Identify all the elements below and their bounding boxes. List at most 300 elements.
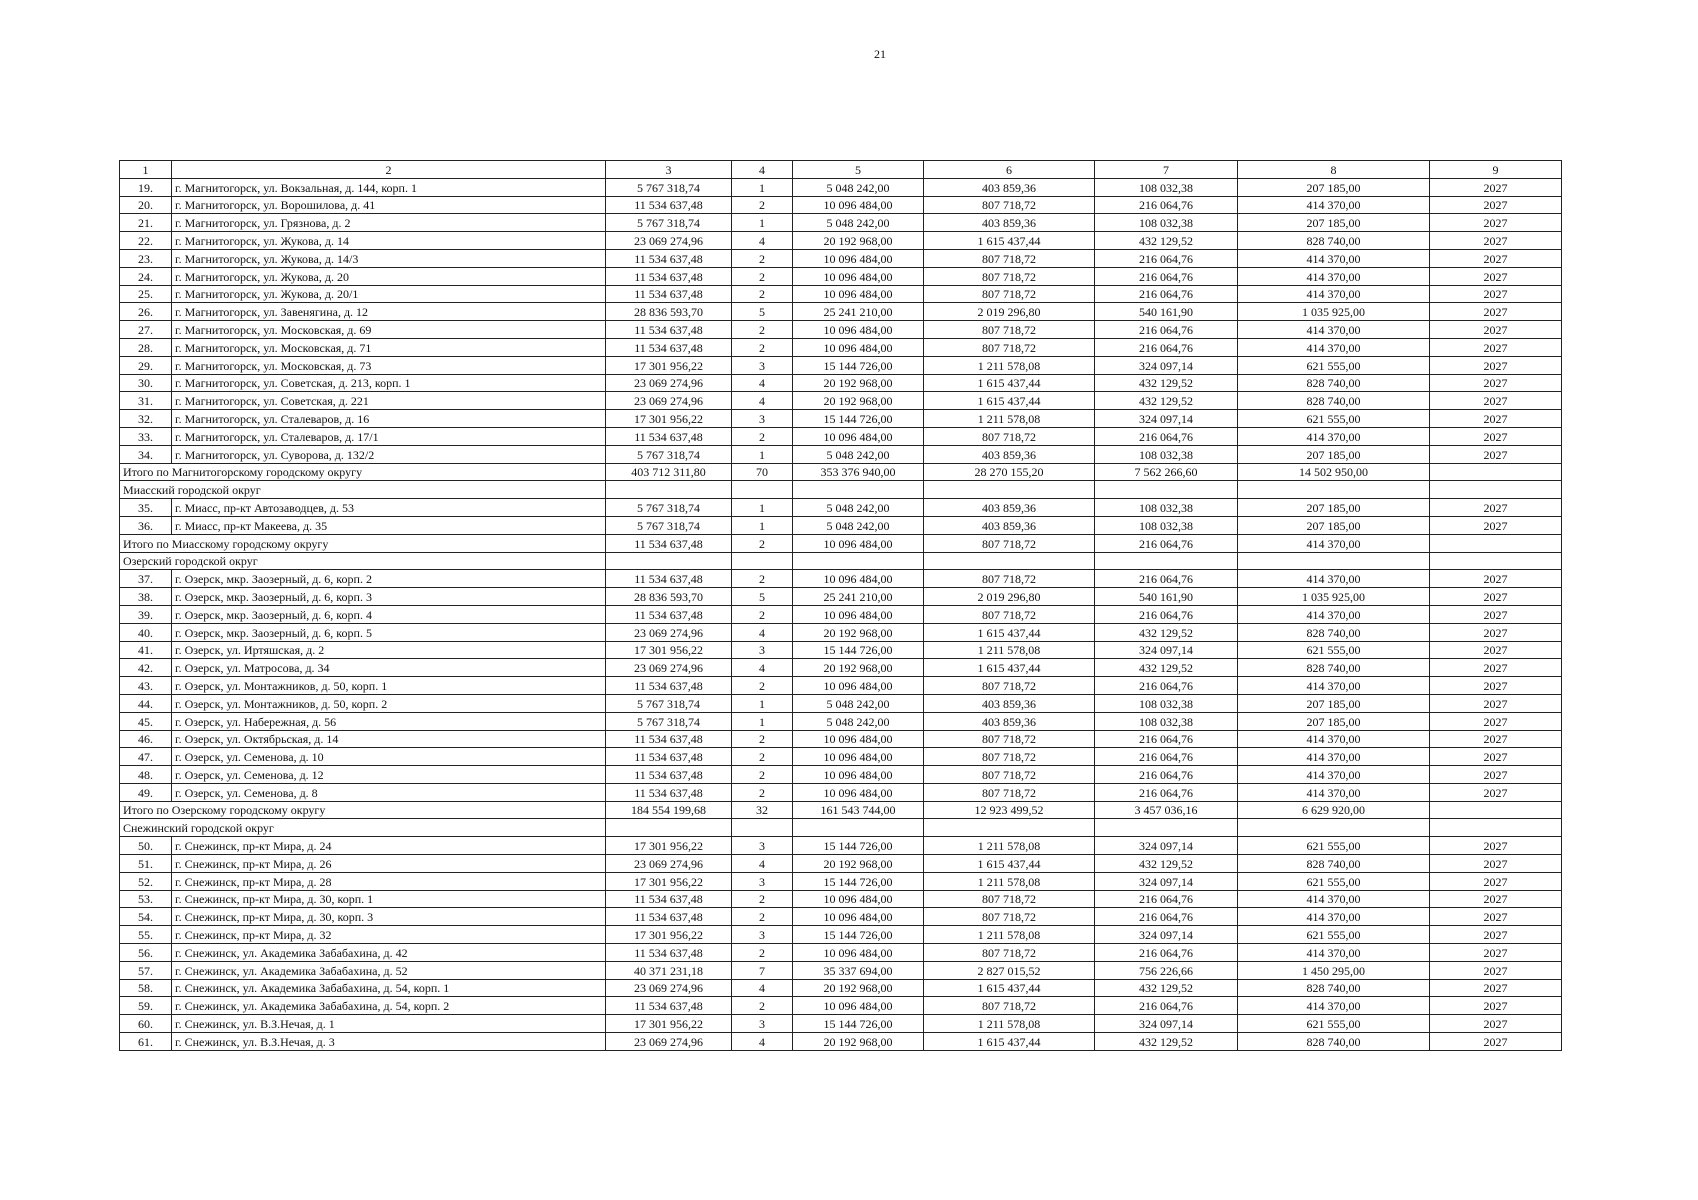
- value-cell-5: 10 096 484,00: [793, 944, 924, 962]
- column-header: 4: [732, 161, 793, 179]
- table-row: [120, 677, 1562, 695]
- value-cell-6: 807 718,72: [924, 748, 1095, 766]
- value-cell-6: 2 019 296,80: [924, 303, 1095, 321]
- row-number: 52.: [120, 872, 172, 890]
- value-cell-7: 216 064,76: [1095, 944, 1238, 962]
- value-cell-6: 1 615 437,44: [924, 623, 1095, 641]
- value-cell-6: 807 718,72: [924, 677, 1095, 695]
- value-cell-9: 2027: [1430, 605, 1562, 623]
- total-value-cell-9: [1430, 801, 1562, 819]
- row-number: 51.: [120, 855, 172, 873]
- table-row: [120, 855, 1562, 873]
- total-value-cell-9: [1430, 463, 1562, 481]
- row-number: 58.: [120, 979, 172, 997]
- value-cell-6: 807 718,72: [924, 338, 1095, 356]
- value-cell-9: 2027: [1430, 214, 1562, 232]
- value-cell-4: 2: [732, 677, 793, 695]
- value-cell-6: 403 859,36: [924, 499, 1095, 517]
- value-cell-7: 216 064,76: [1095, 267, 1238, 285]
- value-cell-8: 828 740,00: [1238, 979, 1430, 997]
- address-cell: г. Озерск, ул. Семенова, д. 8: [172, 783, 606, 801]
- value-cell-5: 20 192 968,00: [793, 623, 924, 641]
- section-label: Миасский городской округ: [120, 481, 606, 499]
- value-cell-9: 2027: [1430, 766, 1562, 784]
- value-cell-5: 10 096 484,00: [793, 766, 924, 784]
- value-cell-5: 10 096 484,00: [793, 570, 924, 588]
- value-cell-9: 2027: [1430, 374, 1562, 392]
- value-cell-9: 2027: [1430, 178, 1562, 196]
- row-number: 53.: [120, 890, 172, 908]
- value-cell-4: 2: [732, 570, 793, 588]
- value-cell-6: 807 718,72: [924, 997, 1095, 1015]
- value-cell-5: 10 096 484,00: [793, 748, 924, 766]
- address-cell: г. Озерск, мкр. Заозерный, д. 6, корп. 4: [172, 605, 606, 623]
- value-cell-7: 432 129,52: [1095, 979, 1238, 997]
- value-cell-9: 2027: [1430, 499, 1562, 517]
- value-cell-5: 10 096 484,00: [793, 267, 924, 285]
- value-cell-5: 20 192 968,00: [793, 1033, 924, 1051]
- row-number: 50.: [120, 837, 172, 855]
- value-cell-7: 216 064,76: [1095, 570, 1238, 588]
- column-header: 7: [1095, 161, 1238, 179]
- table-row: [120, 605, 1562, 623]
- value-cell-7: 324 097,14: [1095, 1015, 1238, 1033]
- table-row: [120, 1015, 1562, 1033]
- value-cell-3: 23 069 274,96: [606, 979, 732, 997]
- table-row: [120, 214, 1562, 232]
- empty-cell: [732, 552, 793, 570]
- table-row: [120, 249, 1562, 267]
- value-cell-4: 5: [732, 303, 793, 321]
- value-cell-7: 216 064,76: [1095, 997, 1238, 1015]
- address-cell: г. Миасс, пр-кт Автозаводцев, д. 53: [172, 499, 606, 517]
- value-cell-8: 414 370,00: [1238, 783, 1430, 801]
- value-cell-6: 403 859,36: [924, 214, 1095, 232]
- value-cell-8: 414 370,00: [1238, 766, 1430, 784]
- address-cell: г. Снежинск, пр-кт Мира, д. 32: [172, 926, 606, 944]
- row-number: 54.: [120, 908, 172, 926]
- row-number: 33.: [120, 427, 172, 445]
- value-cell-7: 216 064,76: [1095, 196, 1238, 214]
- table-row: [120, 694, 1562, 712]
- table-row: [120, 766, 1562, 784]
- value-cell-3: 11 534 637,48: [606, 766, 732, 784]
- value-cell-7: 216 064,76: [1095, 748, 1238, 766]
- column-header: 5: [793, 161, 924, 179]
- value-cell-3: 11 534 637,48: [606, 427, 732, 445]
- value-cell-8: 414 370,00: [1238, 196, 1430, 214]
- value-cell-4: 7: [732, 961, 793, 979]
- row-number: 37.: [120, 570, 172, 588]
- row-number: 26.: [120, 303, 172, 321]
- value-cell-3: 23 069 274,96: [606, 623, 732, 641]
- value-cell-9: 2027: [1430, 427, 1562, 445]
- value-cell-6: 807 718,72: [924, 285, 1095, 303]
- value-cell-8: 828 740,00: [1238, 855, 1430, 873]
- empty-cell: [793, 552, 924, 570]
- value-cell-9: 2027: [1430, 837, 1562, 855]
- value-cell-6: 1 615 437,44: [924, 392, 1095, 410]
- value-cell-7: 216 064,76: [1095, 321, 1238, 339]
- value-cell-6: 1 615 437,44: [924, 855, 1095, 873]
- section-label: Озерский городской округ: [120, 552, 606, 570]
- row-number: 23.: [120, 249, 172, 267]
- address-cell: г. Магнитогорск, ул. Жукова, д. 20/1: [172, 285, 606, 303]
- address-cell: г. Снежинск, пр-кт Мира, д. 28: [172, 872, 606, 890]
- address-cell: г. Магнитогорск, ул. Сталеваров, д. 16: [172, 410, 606, 428]
- column-header: 2: [172, 161, 606, 179]
- value-cell-5: 15 144 726,00: [793, 872, 924, 890]
- value-cell-5: 10 096 484,00: [793, 997, 924, 1015]
- row-number: 38.: [120, 588, 172, 606]
- page-number: 21: [874, 47, 886, 61]
- row-number: 44.: [120, 694, 172, 712]
- row-number: 60.: [120, 1015, 172, 1033]
- value-cell-5: 10 096 484,00: [793, 730, 924, 748]
- row-number: 46.: [120, 730, 172, 748]
- address-cell: г. Озерск, ул. Набережная, д. 56: [172, 712, 606, 730]
- value-cell-8: 207 185,00: [1238, 214, 1430, 232]
- value-cell-7: 108 032,38: [1095, 214, 1238, 232]
- value-cell-7: 108 032,38: [1095, 516, 1238, 534]
- value-cell-6: 1 211 578,08: [924, 926, 1095, 944]
- value-cell-3: 5 767 318,74: [606, 445, 732, 463]
- empty-cell: [924, 552, 1095, 570]
- value-cell-9: 2027: [1430, 855, 1562, 873]
- value-cell-3: 5 767 318,74: [606, 214, 732, 232]
- value-cell-5: 20 192 968,00: [793, 659, 924, 677]
- value-cell-9: 2027: [1430, 267, 1562, 285]
- table-row: [120, 445, 1562, 463]
- total-value-cell-5: 353 376 940,00: [793, 463, 924, 481]
- value-cell-9: 2027: [1430, 410, 1562, 428]
- value-cell-3: 11 534 637,48: [606, 997, 732, 1015]
- value-cell-4: 2: [732, 890, 793, 908]
- value-cell-7: 432 129,52: [1095, 623, 1238, 641]
- value-cell-8: 828 740,00: [1238, 659, 1430, 677]
- value-cell-9: 2027: [1430, 890, 1562, 908]
- value-cell-9: 2027: [1430, 659, 1562, 677]
- value-cell-9: 2027: [1430, 783, 1562, 801]
- total-value-cell-4: 32: [732, 801, 793, 819]
- value-cell-8: 414 370,00: [1238, 267, 1430, 285]
- value-cell-9: 2027: [1430, 570, 1562, 588]
- table-row: [120, 783, 1562, 801]
- value-cell-7: 108 032,38: [1095, 694, 1238, 712]
- table-row: [120, 196, 1562, 214]
- value-cell-6: 807 718,72: [924, 267, 1095, 285]
- value-cell-9: 2027: [1430, 1015, 1562, 1033]
- value-cell-7: 324 097,14: [1095, 872, 1238, 890]
- value-cell-4: 2: [732, 766, 793, 784]
- table-row: [120, 944, 1562, 962]
- value-cell-8: 414 370,00: [1238, 338, 1430, 356]
- value-cell-5: 10 096 484,00: [793, 321, 924, 339]
- row-number: 21.: [120, 214, 172, 232]
- value-cell-7: 324 097,14: [1095, 356, 1238, 374]
- value-cell-4: 4: [732, 1033, 793, 1051]
- value-cell-5: 5 048 242,00: [793, 214, 924, 232]
- table-row: [120, 872, 1562, 890]
- value-cell-6: 807 718,72: [924, 890, 1095, 908]
- value-cell-5: 10 096 484,00: [793, 285, 924, 303]
- value-cell-3: 11 534 637,48: [606, 677, 732, 695]
- total-value-cell-8: 6 629 920,00: [1238, 801, 1430, 819]
- value-cell-4: 1: [732, 445, 793, 463]
- value-cell-5: 10 096 484,00: [793, 196, 924, 214]
- value-cell-9: 2027: [1430, 516, 1562, 534]
- value-cell-3: 23 069 274,96: [606, 232, 732, 250]
- value-cell-4: 2: [732, 249, 793, 267]
- table-row: [120, 730, 1562, 748]
- address-cell: г. Озерск, ул. Монтажников, д. 50, корп. 1: [172, 677, 606, 695]
- table-row: [120, 623, 1562, 641]
- value-cell-3: 28 836 593,70: [606, 303, 732, 321]
- value-cell-5: 15 144 726,00: [793, 1015, 924, 1033]
- value-cell-4: 2: [732, 997, 793, 1015]
- value-cell-6: 403 859,36: [924, 178, 1095, 196]
- value-cell-6: 1 615 437,44: [924, 979, 1095, 997]
- row-number: 57.: [120, 961, 172, 979]
- value-cell-9: 2027: [1430, 232, 1562, 250]
- value-cell-5: 5 048 242,00: [793, 445, 924, 463]
- total-value-cell-6: 12 923 499,52: [924, 801, 1095, 819]
- value-cell-7: 108 032,38: [1095, 178, 1238, 196]
- value-cell-6: 807 718,72: [924, 730, 1095, 748]
- table-row: [120, 374, 1562, 392]
- value-cell-7: 216 064,76: [1095, 427, 1238, 445]
- row-number: 35.: [120, 499, 172, 517]
- value-cell-9: 2027: [1430, 338, 1562, 356]
- row-number: 49.: [120, 783, 172, 801]
- column-header: 1: [120, 161, 172, 179]
- value-cell-5: 5 048 242,00: [793, 516, 924, 534]
- table-row: [120, 748, 1562, 766]
- value-cell-8: 414 370,00: [1238, 730, 1430, 748]
- value-cell-7: 108 032,38: [1095, 712, 1238, 730]
- value-cell-8: 828 740,00: [1238, 232, 1430, 250]
- value-cell-9: 2027: [1430, 961, 1562, 979]
- value-cell-4: 5: [732, 588, 793, 606]
- value-cell-3: 11 534 637,48: [606, 338, 732, 356]
- value-cell-9: 2027: [1430, 748, 1562, 766]
- value-cell-6: 1 615 437,44: [924, 659, 1095, 677]
- empty-cell: [606, 819, 732, 837]
- total-value-cell-8: 14 502 950,00: [1238, 463, 1430, 481]
- value-cell-8: 621 555,00: [1238, 410, 1430, 428]
- value-cell-3: 11 534 637,48: [606, 321, 732, 339]
- value-cell-5: 20 192 968,00: [793, 855, 924, 873]
- table-row: [120, 979, 1562, 997]
- value-cell-8: 207 185,00: [1238, 499, 1430, 517]
- value-cell-7: 432 129,52: [1095, 855, 1238, 873]
- value-cell-4: 4: [732, 232, 793, 250]
- value-cell-5: 10 096 484,00: [793, 677, 924, 695]
- total-label: Итого по Миасскому городскому округу: [120, 534, 606, 552]
- address-cell: г. Снежинск, пр-кт Мира, д. 24: [172, 837, 606, 855]
- data-table: [119, 160, 1562, 1051]
- value-cell-9: 2027: [1430, 285, 1562, 303]
- row-number: 59.: [120, 997, 172, 1015]
- empty-cell: [1430, 552, 1562, 570]
- value-cell-5: 25 241 210,00: [793, 303, 924, 321]
- value-cell-9: 2027: [1430, 1033, 1562, 1051]
- value-cell-6: 807 718,72: [924, 249, 1095, 267]
- value-cell-4: 3: [732, 641, 793, 659]
- value-cell-8: 621 555,00: [1238, 926, 1430, 944]
- table-row: [120, 321, 1562, 339]
- value-cell-9: 2027: [1430, 694, 1562, 712]
- address-cell: г. Снежинск, ул. В.З.Нечая, д. 3: [172, 1033, 606, 1051]
- value-cell-5: 10 096 484,00: [793, 908, 924, 926]
- value-cell-3: 5 767 318,74: [606, 178, 732, 196]
- total-value-cell-8: 414 370,00: [1238, 534, 1430, 552]
- value-cell-3: 11 534 637,48: [606, 908, 732, 926]
- address-cell: г. Магнитогорск, ул. Грязнова, д. 2: [172, 214, 606, 232]
- row-number: 45.: [120, 712, 172, 730]
- address-cell: г. Озерск, ул. Монтажников, д. 50, корп. 2: [172, 694, 606, 712]
- value-cell-4: 2: [732, 730, 793, 748]
- table-row: [120, 499, 1562, 517]
- address-cell: г. Магнитогорск, ул. Жукова, д. 14: [172, 232, 606, 250]
- value-cell-5: 20 192 968,00: [793, 979, 924, 997]
- value-cell-3: 17 301 956,22: [606, 926, 732, 944]
- row-number: 20.: [120, 196, 172, 214]
- value-cell-5: 5 048 242,00: [793, 694, 924, 712]
- total-value-cell-9: [1430, 534, 1562, 552]
- value-cell-3: 17 301 956,22: [606, 356, 732, 374]
- value-cell-4: 4: [732, 855, 793, 873]
- column-header: 8: [1238, 161, 1430, 179]
- address-cell: г. Магнитогорск, ул. Ворошилова, д. 41: [172, 196, 606, 214]
- value-cell-6: 807 718,72: [924, 321, 1095, 339]
- value-cell-5: 5 048 242,00: [793, 712, 924, 730]
- value-cell-8: 414 370,00: [1238, 249, 1430, 267]
- value-cell-3: 11 534 637,48: [606, 748, 732, 766]
- empty-cell: [924, 819, 1095, 837]
- value-cell-5: 35 337 694,00: [793, 961, 924, 979]
- value-cell-3: 17 301 956,22: [606, 837, 732, 855]
- value-cell-7: 324 097,14: [1095, 837, 1238, 855]
- table-row: [120, 641, 1562, 659]
- value-cell-9: 2027: [1430, 872, 1562, 890]
- empty-cell: [1238, 819, 1430, 837]
- value-cell-7: 540 161,90: [1095, 588, 1238, 606]
- value-cell-6: 1 615 437,44: [924, 1033, 1095, 1051]
- table-row: [120, 570, 1562, 588]
- value-cell-5: 15 144 726,00: [793, 356, 924, 374]
- value-cell-8: 414 370,00: [1238, 890, 1430, 908]
- value-cell-4: 1: [732, 178, 793, 196]
- value-cell-3: 11 534 637,48: [606, 783, 732, 801]
- value-cell-5: 5 048 242,00: [793, 499, 924, 517]
- table-row: [120, 356, 1562, 374]
- value-cell-5: 20 192 968,00: [793, 232, 924, 250]
- row-number: 34.: [120, 445, 172, 463]
- value-cell-4: 1: [732, 712, 793, 730]
- value-cell-4: 3: [732, 1015, 793, 1033]
- row-number: 24.: [120, 267, 172, 285]
- value-cell-3: 23 069 274,96: [606, 1033, 732, 1051]
- row-number: 32.: [120, 410, 172, 428]
- value-cell-7: 216 064,76: [1095, 890, 1238, 908]
- value-cell-6: 807 718,72: [924, 908, 1095, 926]
- row-number: 47.: [120, 748, 172, 766]
- address-cell: г. Магнитогорск, ул. Сталеваров, д. 17/1: [172, 427, 606, 445]
- value-cell-7: 432 129,52: [1095, 1033, 1238, 1051]
- row-number: 30.: [120, 374, 172, 392]
- value-cell-6: 1 615 437,44: [924, 232, 1095, 250]
- section-header-row: [120, 552, 1562, 570]
- value-cell-5: 5 048 242,00: [793, 178, 924, 196]
- total-value-cell-6: 28 270 155,20: [924, 463, 1095, 481]
- value-cell-8: 621 555,00: [1238, 872, 1430, 890]
- value-cell-4: 4: [732, 392, 793, 410]
- value-cell-7: 432 129,52: [1095, 232, 1238, 250]
- value-cell-7: 432 129,52: [1095, 659, 1238, 677]
- value-cell-6: 1 211 578,08: [924, 1015, 1095, 1033]
- value-cell-7: 756 226,66: [1095, 961, 1238, 979]
- value-cell-4: 2: [732, 196, 793, 214]
- section-header-row: [120, 481, 1562, 499]
- value-cell-9: 2027: [1430, 623, 1562, 641]
- value-cell-4: 3: [732, 410, 793, 428]
- table-row: [120, 427, 1562, 445]
- table-row: [120, 303, 1562, 321]
- row-number: 19.: [120, 178, 172, 196]
- address-cell: г. Снежинск, ул. Академика Забабахина, д. 54, корп. 1: [172, 979, 606, 997]
- value-cell-7: 216 064,76: [1095, 783, 1238, 801]
- value-cell-4: 1: [732, 694, 793, 712]
- row-number: 27.: [120, 321, 172, 339]
- value-cell-8: 828 740,00: [1238, 623, 1430, 641]
- row-number: 61.: [120, 1033, 172, 1051]
- value-cell-6: 1 211 578,08: [924, 837, 1095, 855]
- row-number: 25.: [120, 285, 172, 303]
- value-cell-3: 5 767 318,74: [606, 516, 732, 534]
- table-row: [120, 926, 1562, 944]
- address-cell: г. Озерск, мкр. Заозерный, д. 6, корп. 5: [172, 623, 606, 641]
- value-cell-5: 10 096 484,00: [793, 605, 924, 623]
- value-cell-9: 2027: [1430, 997, 1562, 1015]
- value-cell-4: 1: [732, 499, 793, 517]
- value-cell-5: 15 144 726,00: [793, 641, 924, 659]
- value-cell-3: 5 767 318,74: [606, 694, 732, 712]
- value-cell-7: 216 064,76: [1095, 249, 1238, 267]
- value-cell-8: 621 555,00: [1238, 356, 1430, 374]
- value-cell-8: 414 370,00: [1238, 321, 1430, 339]
- value-cell-5: 25 241 210,00: [793, 588, 924, 606]
- value-cell-4: 1: [732, 214, 793, 232]
- address-cell: г. Магнитогорск, ул. Московская, д. 71: [172, 338, 606, 356]
- table-body: [120, 161, 1562, 1051]
- address-cell: г. Снежинск, ул. Академика Забабахина, д. 52: [172, 961, 606, 979]
- total-value-cell-4: 2: [732, 534, 793, 552]
- address-cell: г. Озерск, мкр. Заозерный, д. 6, корп. 2: [172, 570, 606, 588]
- table-row: [120, 890, 1562, 908]
- empty-cell: [732, 819, 793, 837]
- value-cell-9: 2027: [1430, 588, 1562, 606]
- value-cell-3: 17 301 956,22: [606, 872, 732, 890]
- column-header: 9: [1430, 161, 1562, 179]
- address-cell: г. Снежинск, пр-кт Мира, д. 30, корп. 1: [172, 890, 606, 908]
- table-row: [120, 908, 1562, 926]
- value-cell-7: 324 097,14: [1095, 926, 1238, 944]
- value-cell-4: 2: [732, 285, 793, 303]
- value-cell-3: 11 534 637,48: [606, 730, 732, 748]
- total-label: Итого по Магнитогорскому городскому округу: [120, 463, 606, 481]
- value-cell-7: 216 064,76: [1095, 730, 1238, 748]
